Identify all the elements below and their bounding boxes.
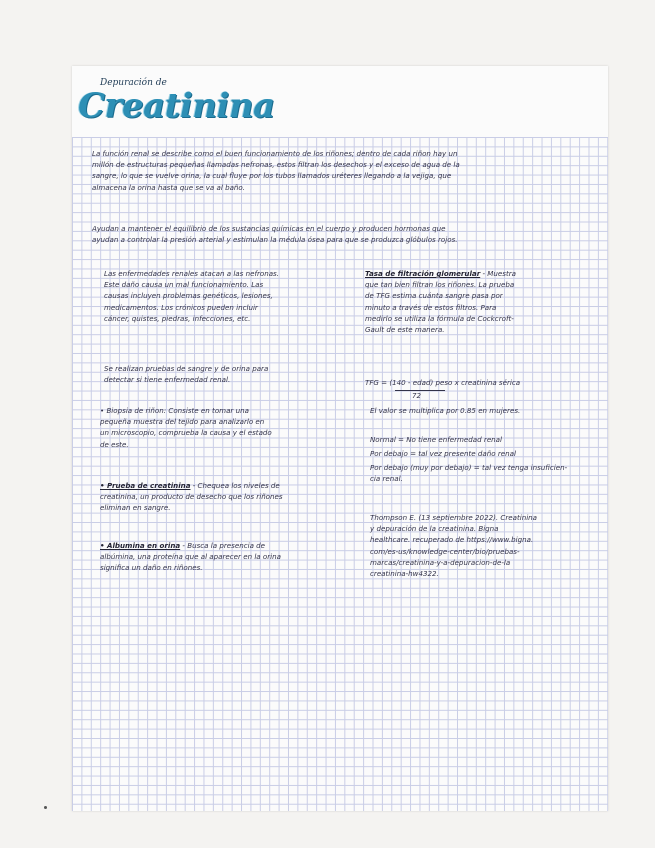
intro-paragraph-2: Ayudan a mantener el equilibrio de los sustancias químicas en el cuerpo y producen hormonas que ayudan a controlar la presión arterial y estimulan la médula ósea para que se produzca glóbulos rojos. [92,224,458,245]
creatinina-text: - Chequea los niveles de creatinina, un producto de desecho que los riñones eliminan en sangre. [100,481,283,513]
formula-denominator: 72 [412,391,422,400]
tfg-item [365,268,600,335]
creatinina-title: • Prueba de creatinina [100,481,191,490]
tfg-title: Tasa de filtración glomerular [365,269,481,278]
pruebas-text: Se realizan pruebas de sangre y de orina para detectar si tiene enfermedad renal. [104,364,269,385]
normal-range: Normal = No tiene enfermedad renal [370,435,502,444]
por-debajo-range: Por debajo = tal vez presente daño renal [370,449,516,458]
formula-numerator: TFG = (140 - edad) peso x creatinina sérica [365,378,521,387]
albumina-item [100,540,332,574]
mujeres-note: El valor se multiplica por 0.85 en mujeres. [370,406,521,415]
biopsia-item [100,405,332,450]
albumina-text: - Busca la presencia de albúmina, una proteína que al aparecer en la orina significa un daño en riñones. [100,541,281,573]
biopsia-text: : Consiste en tomar una pequeña muestra del tejido para analizarlo en un microscopio, comprueba la causa y el estado de este. [100,406,272,449]
muy-debajo-range: Por debajo (muy por debajo) = tal vez tenga insuficien- cia renal. [370,463,568,484]
albumina-title: • Albumina en orina [100,541,181,550]
ink-dot [44,806,47,809]
page-title: Creatinina [78,86,275,126]
biopsia-title: • Biopsia de riñon [100,406,164,415]
page-subtitle: Depuración de [100,78,167,88]
creatinina-item [100,480,332,514]
intro-paragraph-1: La función renal se describe como el buen funcionamiento de los riñones; dentro de cada riñon hay un millón de estructuras pequeñas llamadas nefronas, estos filtran los desechos y el exceso de agua de la sangre, lo que se vuelve orina, la cual fluye por los tubos llamados uréteres llegando a la vejiga, que almacena la orina hasta que se va al baño. [92,149,460,192]
reference-citation: Thompson E. (13 septiembre 2022). Creatinina y depuración de la creatinina. Bigna healthcare. recuperado de https://www.bigna. com/es-us/knowledge-center/bio/pruebas- marcas/creatinina-y-a-depuracion-de-la creatinina-hw4322. [370,513,538,579]
enfermedades-renales-text: Las enfermedades renales atacan a las nefronas. Este daño causa un mal funcionamiento. Las causas incluyen problemas genéticos, lesiones, medicamentos. Los crónicos pueden incluir cáncer, quistes, piedras, infecciones, etc. [104,269,279,323]
tfg-text: - Muestra que tan bien filtran los riñones. La prueba de TFG estima cuánta sangre pasa por minuto a través de estos filtros. Para medirlo se utiliza la fórmula de Cockcroft- Gault de este manera. [365,269,516,335]
